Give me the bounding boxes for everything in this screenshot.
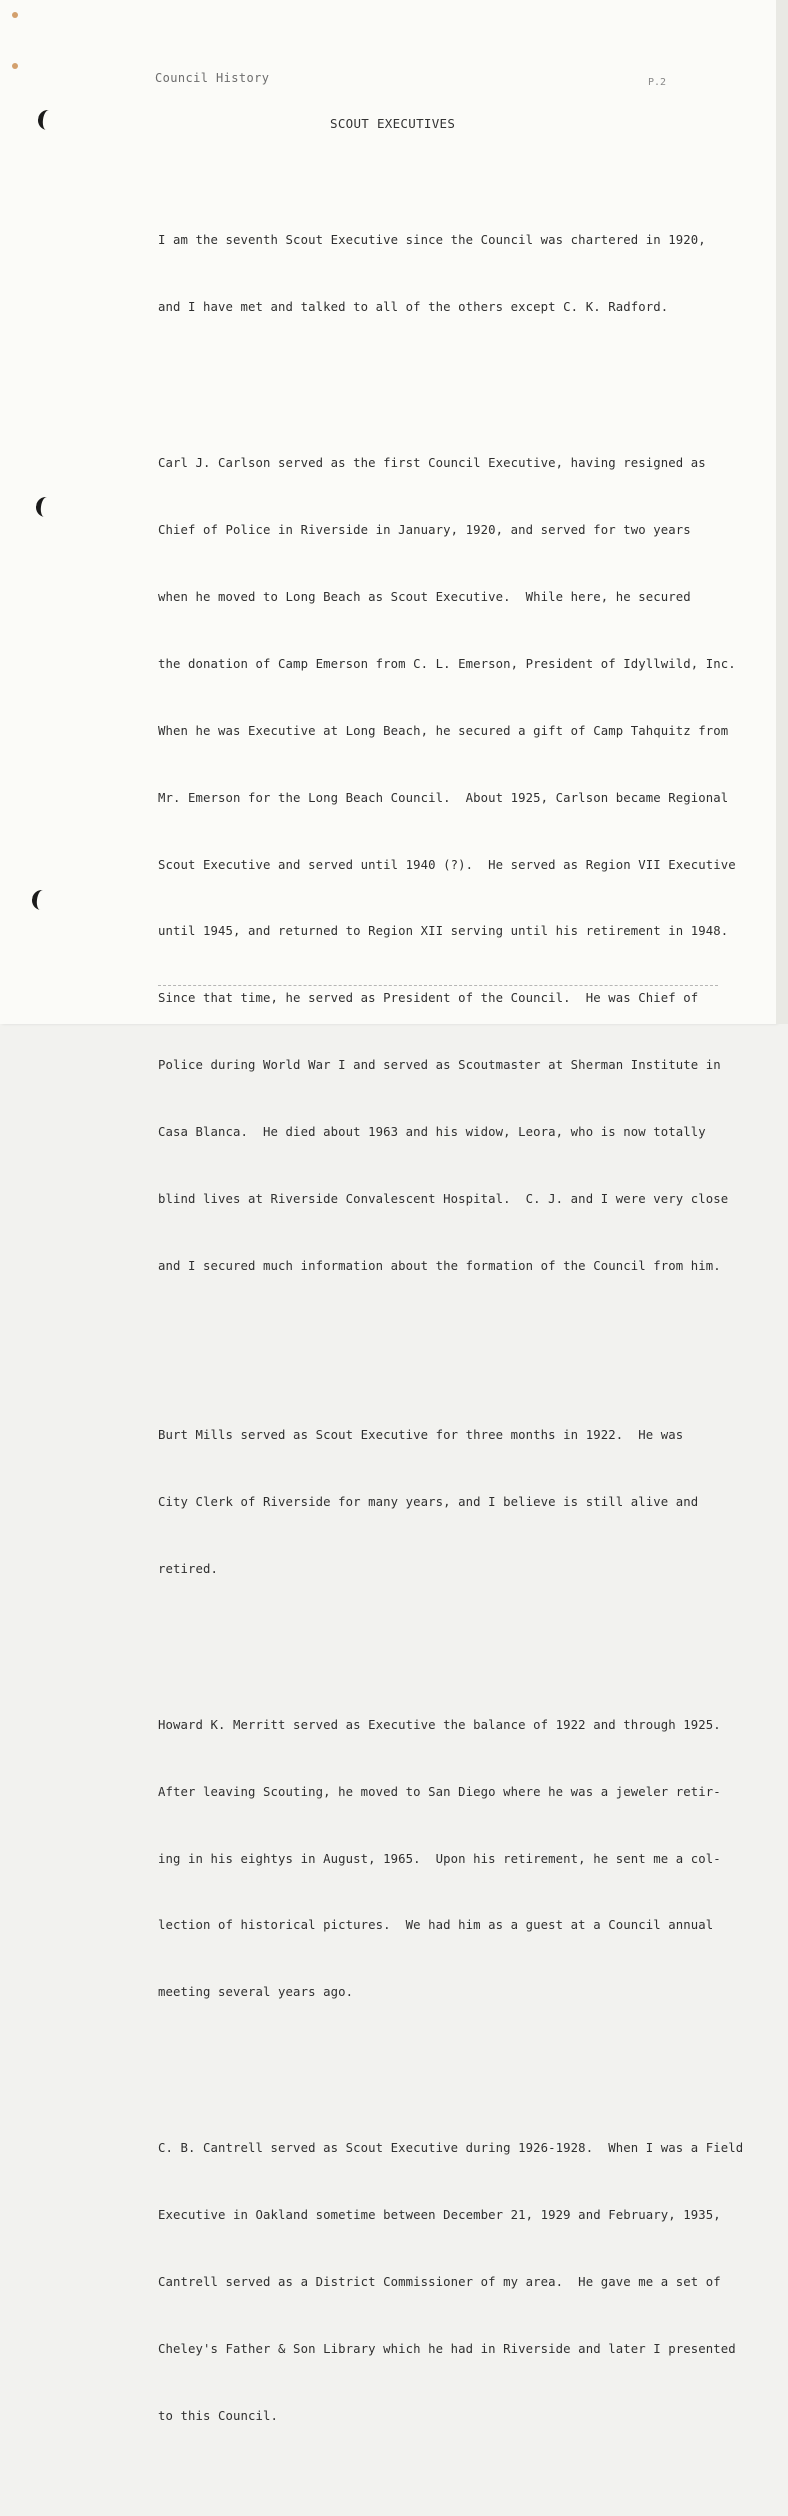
text-line: and I have met and talked to all of the others except C. K. Radford. [158,300,669,315]
text-line: City Clerk of Riverside for many years, and I believe is still alive and [158,1494,699,1509]
text-line: blind lives at Riverside Convalescent Hospital. C. J. and I were very close [158,1191,729,1206]
document-body [158,140,744,2516]
text-line: to this Council. [158,2408,279,2423]
text-line: Burt Mills served as Scout Executive for three months in 1922. He was [158,1427,684,1442]
text-line: meeting several years ago. [158,1985,354,2000]
text-line: Police during World War I and served as Scoutmaster at Sherman Institute in [158,1058,721,1073]
text-line: the donation of Camp Emerson from C. L. Emerson, President of Idyllwild, Inc. [158,656,736,671]
text-line: Howard K. Merritt served as Executive the balance of 1922 and through 1925. [158,1717,721,1732]
text-line: C. B. Cantrell served as Scout Executive during 1926-1928. When I was a Field [158,2141,744,2156]
text-line: when he moved to Long Beach as Scout Executive. While here, he secured [158,589,691,604]
text-line: I am the seventh Scout Executive since the Council was chartered in 1920, [158,233,706,248]
footer-divider [158,985,718,986]
paragraph-mills [158,1379,728,1624]
text-line: Cantrell served as a District Commissioner of my area. He gave me a set of [158,2275,721,2290]
text-line: Mr. Emerson for the Long Beach Council. About 1925, Carlson became Regional [158,790,729,805]
page-number: P.2 [648,77,667,88]
text-line: until 1945, and returned to Region XII serving until his retirement in 1948. [158,924,729,939]
paper-stain [12,12,18,18]
punch-hole-bottom [31,889,53,911]
text-line: Cheley's Father & Son Library which he had in Riverside and later I presented [158,2342,736,2357]
document-title: SCOUT EXECUTIVES [330,116,456,131]
text-line: and I secured much information about the formation of the Council from him. [158,1258,721,1273]
text-line: After leaving Scouting, he moved to San Diego where he was a jeweler retir- [158,1784,721,1799]
paragraph-carlson [158,408,736,1322]
punch-hole-top [37,109,59,131]
punch-hole-middle [35,496,57,518]
text-line: retired. [158,1561,219,1576]
header-section-label: Council History [155,71,270,85]
text-line: When he was Executive at Long Beach, he secured a gift of Camp Tahquitz from [158,723,729,738]
page-edge [776,0,788,1024]
text-line: Casa Blanca. He died about 1963 and his widow, Leora, who is now totally [158,1125,706,1140]
paper-stain [12,63,18,69]
paragraph-merritt [158,1669,728,2048]
paragraph-intro [158,185,728,363]
text-line: ing in his eightys in August, 1965. Upon his retirement, he sent me a col- [158,1851,721,1866]
text-line: Since that time, he served as President of the Council. He was Chief of [158,991,699,1006]
paragraph-cantrell [158,2093,744,2472]
text-line: Carl J. Carlson served as the first Council Executive, having resigned as [158,456,706,471]
text-line: Scout Executive and served until 1940 (?). He served as Region VII Executive [158,857,736,872]
text-line: lection of historical pictures. We had him as a guest at a Council annual [158,1918,714,1933]
text-line: Chief of Police in Riverside in January, 1920, and served for two years [158,523,691,538]
text-line: Executive in Oakland sometime between December 21, 1929 and February, 1935, [158,2208,721,2223]
